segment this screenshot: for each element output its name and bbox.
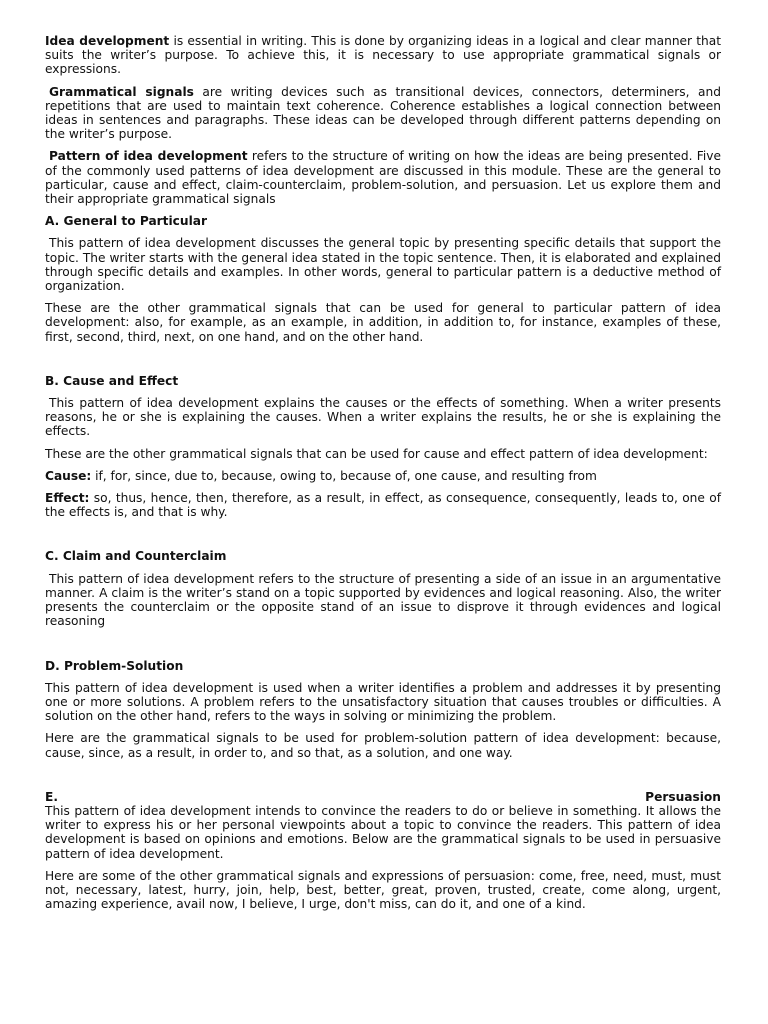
intro-paragraph-3: Pattern of idea development refers to the structure of writing on how the ideas are being presented. Five of the commonly used patterns of idea development are discussed in this module. These are the general to particular, cause and effect, claim-counterclaim, problem-solution, and persuasion. Let us explore them and their appropriate grammatical signals <box>45 149 721 207</box>
section-d-paragraph-1: This pattern of idea development is used when a writer identifies a problem and addresses it by presenting one or more solutions. A problem refers to the unsatisfactory situation that causes troubles or difficulties. A solution on the other hand, refers to the ways in solving or minimizing the problem. <box>45 680 721 724</box>
section-e-paragraph-1: This pattern of idea development intends to convince the readers to do or believe in something. It allows the writer to express his or her personal viewpoints about a topic to convince the readers. This pattern of idea development is based on opinions and emotions. Below are the grammatical signals to be used in persuasive pattern of idea development. <box>45 803 721 861</box>
effect-label: Effect: <box>45 491 90 506</box>
spacer <box>45 527 721 549</box>
section-a-paragraph-2: These are the other grammatical signals that can be used for general to particular pattern of idea development: also, for example, as an example, in addition, in addition to, for instance, examples of these, first, second, third, next, on one hand, and on the other hand. <box>45 301 721 344</box>
section-a-heading: A. General to Particular <box>45 214 207 229</box>
effect-signals: Effect: so, thus, hence, then, therefore, as a result, in effect, as consequence, consequently, leads to, one of the effects is, and that is why. <box>45 491 721 520</box>
spacer <box>45 637 721 659</box>
section-c-paragraph-1: This pattern of idea development refers to the structure of presenting a side of an issue in an argumentative manner. A claim is the writer’s stand on a topic supported by evidences and logical reasoning. Also, the writer presents the counterclaim or the opposite stand of an issue to disprove it through evidences and logical reasoning <box>45 571 721 629</box>
section-b-paragraph-1: This pattern of idea development explains the causes or the effects of something. When a writer presents reasons, he or she is explaining the causes. When a writer explains the results, he or she is explaining the effects. <box>45 396 721 439</box>
section-e-heading <box>45 790 721 804</box>
document-page <box>45 34 721 919</box>
spacer <box>45 768 721 790</box>
section-b-paragraph-2: These are the other grammatical signals that can be used for cause and effect pattern of idea development: <box>45 446 708 461</box>
section-b-heading: B. Cause and Effect <box>45 373 179 388</box>
cause-label: Cause: <box>45 468 92 483</box>
section-d-paragraph-2: Here are the grammatical signals to be used for problem-solution pattern of idea development: because, cause, since, as a result, in order to, and so that, as a solution, and one way. <box>45 731 721 760</box>
section-e-paragraph-2: Here are some of the other grammatical signals and expressions of persuasion: come, free, need, must, must not, necessary, latest, hurry, join, help, best, better, great, proven, trusted, create, come along, urgent, amazing experience, avail now, I believe, I urge, don't miss, can do it, and one of a kind. <box>45 868 721 912</box>
term-grammatical-signals: Grammatical signals <box>49 84 194 99</box>
intro-paragraph-2: Grammatical signals are writing devices such as transitional devices, connectors, determiners, and repetitions that are used to maintain text coherence. Coherence establishes a logical connection between ideas in sentences and paragraphs. These ideas can be developed through different patterns depending on the writer’s purpose. <box>45 84 721 142</box>
intro-paragraph-1: Idea development is essential in writing. This is done by organizing ideas in a logical and clear manner that suits the writer’s purpose. To achieve this, it is necessary to use appropriate grammatical signals or expressions. <box>45 34 721 77</box>
section-e-letter: E. <box>45 789 58 804</box>
term-pattern-of-idea-development: Pattern of idea development <box>49 149 248 164</box>
spacer <box>45 352 721 374</box>
section-c-heading: C. Claim and Counterclaim <box>45 549 227 564</box>
section-a-paragraph-1: This pattern of idea development discusses the general topic by presenting specific details that support the topic. The writer starts with the general idea stated in the topic sentence. Then, it is elaborated and explained through specific details and examples. In other words, general to particular pattern is a deductive method of organization. <box>45 236 721 294</box>
section-e-title: Persuasion <box>645 789 721 804</box>
section-d-heading: D. Problem-Solution <box>45 658 184 673</box>
term-idea-development: Idea development <box>45 34 170 48</box>
cause-signals: Cause: if, for, since, due to, because, owing to, because of, one cause, and resulting from <box>45 468 597 483</box>
